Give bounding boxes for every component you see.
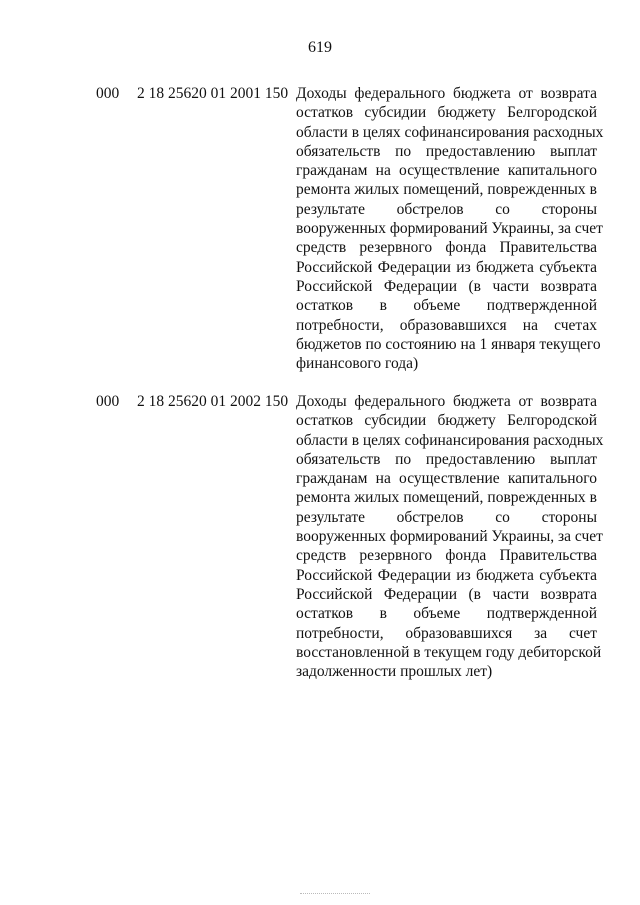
description-line: гражданам на осуществление капитального [296,162,597,180]
description-line: результате обстрелов со стороны [296,200,597,218]
description-line: потребности, образовавшихся за счет [296,624,597,642]
description-line: обязательств по предоставлению выплат [296,450,597,468]
description-line: средств резервного фонда Правительства [296,547,597,565]
description-line: Российской Федерации из бюджета субъекта [296,566,597,584]
description-line: остатков в объеме подтвержденной [296,297,597,315]
admin-code: 000 [96,393,120,410]
description-line: гражданам на осуществление капитального [296,470,597,488]
description-line: средств резервного фонда Правительства [296,239,597,257]
description-line: восстановленной в текущем году дебиторской [296,643,602,661]
description-line: Российской Федерации (в части возврата [296,585,597,603]
description-line: области в целях софинансирования расходных [296,123,604,141]
description-line: результате обстрелов со стороны [296,508,597,526]
budget-classification-code: 2 18 25620 01 2002 150 [137,393,289,410]
description-line: задолженности прошлых лет) [296,663,493,681]
description-line: финансового года) [296,355,419,373]
description-line: ремонта жилых помещений, поврежденных в [296,489,597,507]
admin-code: 000 [96,85,120,102]
description-line: остатков субсидии бюджету Белгородской [296,412,597,430]
scan-artifact [300,893,370,897]
description-line: обязательств по предоставлению выплат [296,142,597,160]
description-line: вооруженных формирований Украины, за счет [296,220,603,238]
description-line: Российской Федерации (в части возврата [296,277,597,295]
entry-description [296,392,604,681]
description-line: Российской Федерации из бюджета субъекта [296,258,597,276]
description-line: потребности, образовавшихся на счетах [296,316,597,334]
description-line: остатков субсидии бюджету Белгородской [296,104,597,122]
page-number: 619 [308,39,332,56]
description-line: бюджетов по состоянию на 1 января текущего [296,335,601,353]
description-line: вооруженных формирований Украины, за счет [296,528,603,546]
description-line: остатков в объеме подтвержденной [296,605,597,623]
description-line: ремонта жилых помещений, поврежденных в [296,181,597,199]
description-line: Доходы федерального бюджета от возврата [296,85,597,102]
description-line: Доходы федерального бюджета от возврата [296,393,597,410]
budget-classification-code: 2 18 25620 01 2001 150 [137,85,289,102]
entry-description [296,84,604,373]
description-line: области в целях софинансирования расходных [296,431,604,449]
